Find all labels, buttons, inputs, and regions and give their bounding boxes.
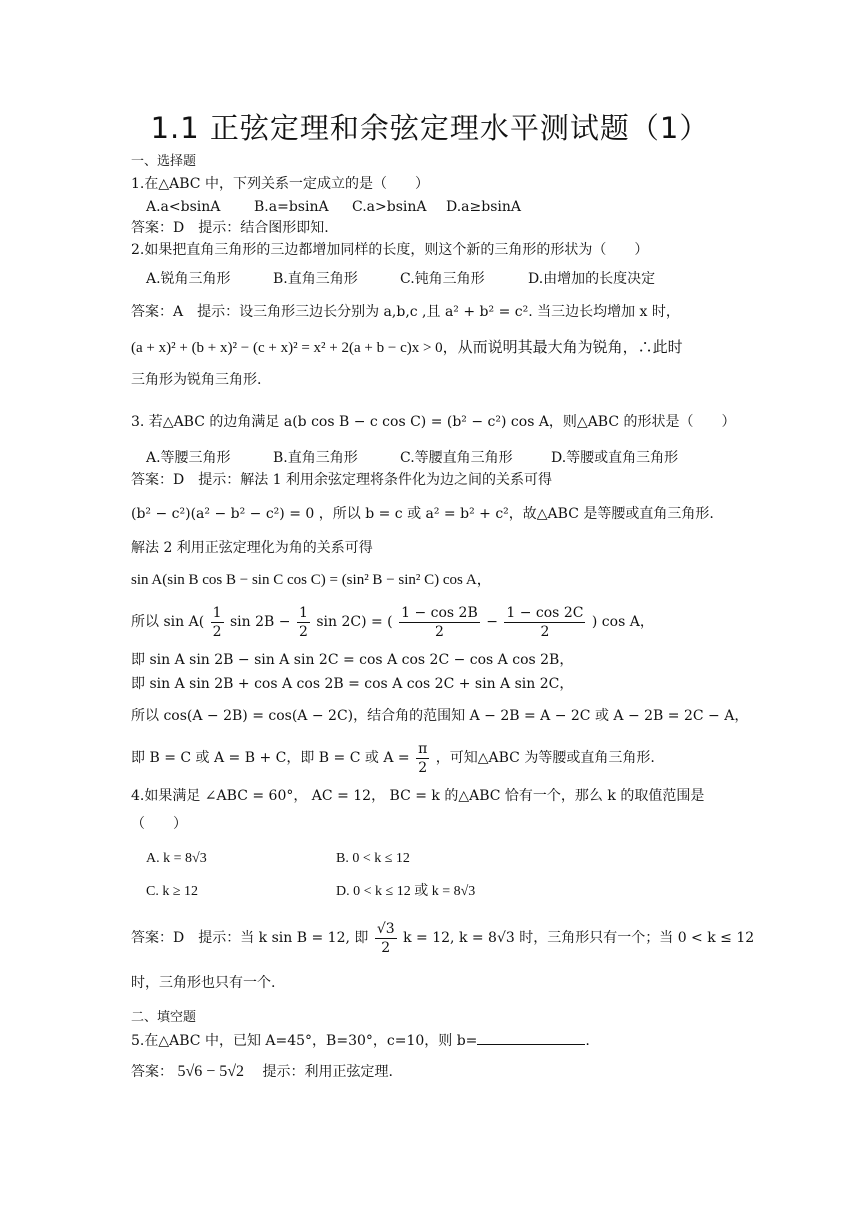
q2-stem: 2.如果把直角三角形的三边都增加同样的长度，则这个新的三角形的形状为（ ） [131,242,649,258]
q3-method2: 解法 2 利用正弦定理化为角的关系可得 [131,540,373,556]
q2-option-a: A.锐角三角形 [146,271,231,287]
frac-denominator: 2 [418,759,428,776]
q5-stem-end: . [585,1033,590,1049]
q3-step2-post: ) cos A， [591,614,654,630]
q3-step2-mid3: − [486,614,498,630]
frac-numerator: π [418,740,428,757]
q3-step6-pre: 即 B = C 或 A = B + C，即 B = C 或 A = [131,750,410,766]
q4-option-c: C. k ≥ 12 [146,884,199,899]
frac-denominator: 2 [434,623,444,640]
q5-answer-blank [477,1030,585,1045]
q3-option-c: C.等腰直角三角形 [400,450,513,466]
q3-option-d: D.等腰或直角三角形 [551,450,679,466]
q3-option-a: A.等腰三角形 [146,450,231,466]
q3-answer-line2: (b² − c²)(a² − b² − c²) = 0 ，所以 b = c 或 a² = b² + c²，故△ABC 是等腰或直角三角形. [131,506,714,522]
q3-step2-pre: 所以 sin A( [131,614,205,630]
q4-option-b: B. 0 < k ≤ 12 [336,851,410,866]
q3-answer-line1: 答案：D 提示：解法 1 利用余弦定理将条件化为边之间的关系可得 [131,472,553,488]
q3-step6-post: ，可知△ABC 为等腰或直角三角形. [435,750,655,766]
frac-denominator: 2 [212,623,222,640]
q3-stem: 3. 若△ABC 的边角满足 a(b cos B − c cos C) = (b² − c²) cos A，则△ABC 的形状是（ ） [131,414,736,430]
q3-step1: sin A(sin B cos B − sin C cos C) = (sin² B − sin² C) cos A， [131,572,492,588]
q5-stem-text: 5.在△ABC 中，已知 A=45°，B=30°，c=10，则 b= [131,1033,478,1049]
q4-answer-pre: 答案：D 提示：当 k sin B = 12, 即 [131,930,369,946]
q4-answer-post: k = 12, k = 8√3 时，三角形只有一个；当 0 < k ≤ 12 [403,930,755,946]
q3-step5: 所以 cos(A − 2B) = cos(A − 2C)，结合角的范围知 A − 2B = A − 2C 或 A − 2B = 2C − A， [131,708,749,724]
q4-answer-line1 [131,918,755,964]
q5-answer-value: 5√6 − 5√2 [177,1063,245,1080]
q3-step2-frac3 [399,604,480,641]
q1-option-c: C.a>bsinA [352,199,427,215]
frac-numerator: √3 [376,920,395,937]
q1-stem: 1.在△ABC 中，下列关系一定成立的是（ ） [131,176,429,192]
q4-answer-line2: 时，三角形也只有一个. [131,975,276,991]
q5-stem [131,1030,740,1051]
q2-option-c: C.钝角三角形 [400,271,485,287]
frac-numerator: 1 − cos 2B [401,604,478,621]
q2-option-b: B.直角三角形 [273,271,358,287]
q2-option-d: D.由增加的长度决定 [528,271,656,287]
q5-answer [131,1062,740,1082]
q5-answer-label: 答案： [131,1064,173,1080]
q4-option-a: A. k = 8√3 [146,851,207,866]
frac-denominator: 2 [381,939,391,956]
q3-option-b: B.直角三角形 [273,450,358,466]
q4-answer-frac [375,920,397,957]
q1-option-a: A.a<bsinA [146,199,221,215]
q2-answer-line2: (a + x)² + (b + x)² − (c + x)² = x² + 2(a + b − c)x > 0，从而说明其最大角为锐角，∴此时 [131,340,683,356]
section-heading-fill: 二、填空题 [131,1010,197,1025]
q3-step6 [131,738,740,780]
frac-numerator: 1 [298,604,308,621]
q3-step2-frac1 [211,604,224,641]
section-heading-choice: 一、选择题 [131,154,197,169]
q3-step2-mid2: sin 2C) = ( [316,614,393,630]
q3-step6-frac [416,740,429,777]
q3-step3: 即 sin A sin 2B − sin A sin 2C = cos A cos 2C − cos A cos 2B， [131,652,574,668]
q1-option-b: B.a=bsinA [254,199,329,215]
frac-numerator: 1 − cos 2C [506,604,584,621]
q2-answer-line3: 三角形为锐角三角形. [131,372,262,388]
frac-numerator: 1 [212,604,222,621]
q3-step2-frac2 [297,604,310,641]
q3-step4: 即 sin A sin 2B + cos A cos 2B = cos A cos 2C + sin A sin 2C， [131,676,574,692]
q5-answer-hint: 提示：利用正弦定理. [262,1064,393,1080]
q4-option-d: D. 0 < k ≤ 12 或 k = 8√3 [336,884,476,899]
q4-stem-line2: （ ） [131,816,187,832]
q3-step2-frac4 [504,604,585,641]
q4-stem-line1: 4.如果满足 ∠ABC = 60°， AC = 12， BC = k 的△ABC 恰有一个，那么 k 的取值范围是 [131,788,705,804]
frac-denominator: 2 [298,623,308,640]
q3-step2-mid1: sin 2B − [229,614,291,630]
q1-answer: 答案：D 提示：结合图形即知. [131,220,329,236]
page-title: 1.1 正弦定理和余弦定理水平测试题（1） [150,111,710,145]
q3-step2 [131,602,740,644]
q1-option-d: D.a≥bsinA [446,199,522,215]
frac-denominator: 2 [540,623,550,640]
q2-answer-line1: 答案：A 提示：设三角形三边长分别为 a,b,c ,且 a² + b² = c². 当三边长均增加 x 时， [131,304,680,320]
